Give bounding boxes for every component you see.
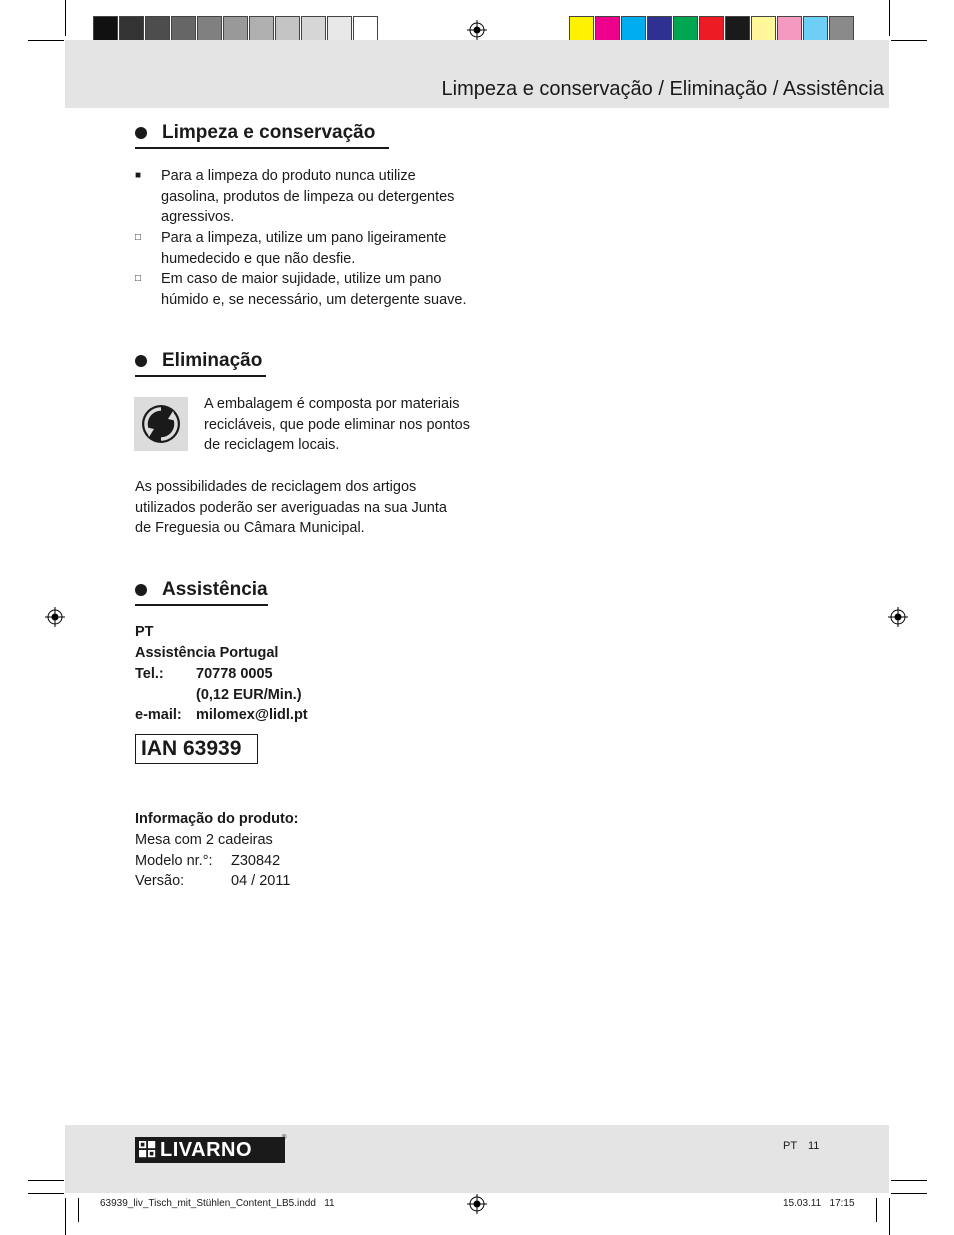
color-swatch: [803, 16, 828, 42]
color-swatch: [275, 16, 300, 42]
section-heading-cleaning: [135, 122, 375, 144]
empty-square-bullet-icon: □: [135, 232, 142, 243]
crop-mark: [876, 1198, 877, 1222]
brand-name: LIVARNO: [160, 1139, 253, 1161]
version-value: 04 / 2011: [231, 873, 291, 889]
ian-number-box: IAN 63939: [135, 734, 258, 764]
color-swatch: [119, 16, 144, 42]
page-number: 11: [808, 1140, 820, 1152]
email-label: e-mail:: [135, 707, 182, 723]
color-swatch: [569, 16, 594, 42]
crop-mark: [28, 1193, 64, 1194]
service-country: PT: [135, 624, 154, 640]
color-swatch: [145, 16, 170, 42]
section-title: Limpeza e conservação: [162, 122, 376, 143]
model-value: Z30842: [231, 853, 281, 869]
color-swatch: [777, 16, 802, 42]
crop-mark: [65, 1198, 66, 1235]
color-swatch: [301, 16, 326, 42]
packaging-disposal-text: A embalagem é composta por materiais recicláveis, que pode eliminar nos pontos de reciclagem locais.: [204, 396, 470, 454]
bullet-dot-icon: [135, 355, 147, 367]
section-title: Assistência: [162, 579, 268, 600]
tel-cost: (0,12 EUR/Min.): [196, 687, 302, 703]
recycling-symbol-box: [134, 397, 188, 451]
grayscale-color-bar: [93, 16, 379, 42]
color-swatch: [673, 16, 698, 42]
crop-mark: [65, 0, 66, 36]
registration-mark-icon: [467, 1194, 487, 1214]
color-swatch: [249, 16, 274, 42]
list-item-text: Para a limpeza do produto nunca utilize gasolina, produtos de limpeza ou detergentes agressivos.: [161, 168, 455, 226]
crop-mark: [889, 0, 890, 36]
recycling-info-text: As possibilidades de reciclagem dos artigos utilizados poderão ser averiguadas na sua Junta de Freguesia ou Câmara Municipal.: [135, 479, 447, 537]
service-name: Assistência Portugal: [135, 645, 279, 661]
color-swatch: [595, 16, 620, 42]
color-swatch: [647, 16, 672, 42]
registration-mark-icon: [45, 607, 65, 627]
product-info-heading: Informação do produto:: [135, 811, 299, 827]
crop-mark: [891, 1180, 927, 1181]
color-swatch: [93, 16, 118, 42]
section-underline: [135, 604, 268, 606]
section-heading-service: [135, 579, 268, 601]
section-heading-disposal: [135, 350, 262, 372]
list-item: [135, 228, 475, 269]
color-swatch: [327, 16, 352, 42]
version-label: Versão:: [135, 873, 185, 889]
color-swatch: [699, 16, 724, 42]
color-swatch: [829, 16, 854, 42]
bullet-dot-icon: [135, 127, 147, 139]
green-dot-recycling-icon: [134, 397, 188, 451]
livarno-logo-mark-icon: [139, 1141, 157, 1159]
color-swatch: [751, 16, 776, 42]
file-slug: 63939_liv_Tisch_mit_Stühlen_Content_LB5.indd 11: [100, 1198, 335, 1209]
color-swatch: [353, 16, 378, 42]
process-color-bar: [569, 16, 855, 42]
list-item-text: Para a limpeza, utilize um pano ligeiramente humedecido e que não desfie.: [161, 230, 447, 267]
registration-mark-icon: [888, 607, 908, 627]
color-swatch: [621, 16, 646, 42]
tel-label: Tel.:: [135, 666, 164, 682]
list-item-text: Em caso de maior sujidade, utilize um pano húmido e, se necessário, um detergente suave.: [161, 271, 467, 308]
section-underline: [135, 147, 389, 149]
color-swatch: [171, 16, 196, 42]
crop-mark: [28, 1180, 64, 1181]
list-item: [135, 166, 475, 228]
crop-mark: [891, 40, 927, 41]
crop-mark: [78, 1198, 79, 1222]
email-value[interactable]: milomex@lidl.pt: [196, 707, 308, 723]
registered-mark-icon: ®: [282, 1135, 287, 1141]
section-underline: [135, 375, 266, 377]
crop-mark: [889, 1198, 890, 1235]
color-swatch: [223, 16, 248, 42]
registration-mark-icon: [467, 20, 487, 40]
crop-mark: [891, 1193, 927, 1194]
footer-language: PT: [783, 1140, 798, 1152]
filled-square-bullet-icon: ■: [135, 170, 142, 181]
print-timestamp: 15.03.11 17:15: [783, 1198, 855, 1209]
section-title: Eliminação: [162, 350, 263, 371]
bullet-dot-icon: [135, 584, 147, 596]
empty-square-bullet-icon: □: [135, 273, 142, 284]
list-item: [135, 269, 475, 310]
crop-mark: [28, 40, 64, 41]
tel-value: 70778 0005: [196, 666, 273, 682]
color-swatch: [197, 16, 222, 42]
page-title: Limpeza e conservação / Eliminação / Assistência: [441, 78, 884, 100]
model-label: Modelo nr.°:: [135, 853, 213, 869]
color-swatch: [725, 16, 750, 42]
product-description: Mesa com 2 cadeiras: [135, 832, 273, 848]
